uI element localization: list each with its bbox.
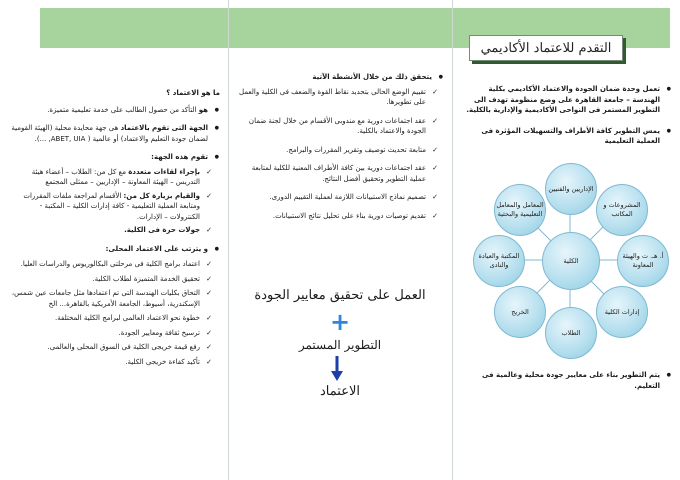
node-admin-staff: الإداريين والفنيين — [545, 163, 597, 215]
body-task-item — [8, 191, 212, 223]
benefit-item: ✓ التحاق بكليات الهندسة التى تم اعتمادها مثل جامعات عين شمس، الإسكندرية، أسيوط، الجامعة الأمريكية بالقاهرة... الخ — [8, 288, 212, 309]
benefit-item: ✓ ترسيخ ثقافة ومعايير الجودة. — [8, 328, 212, 339]
benefit-item: ✓ تحقيق الخدمة المتميزة لطلاب الكلية. — [8, 274, 212, 285]
definition-bold: هو — [198, 105, 208, 114]
left-column — [8, 88, 220, 371]
right-column — [464, 84, 672, 147]
node-faculty-departments: إدارات الكلية — [596, 286, 648, 338]
body-task-item — [8, 167, 212, 188]
middle-column — [236, 72, 444, 229]
accrediting-body-text: هى جهة محايدة محلية (الهيئة القومية لضمان جودة التعليم والاعتماد) أو عالمية ( ABET, UIA, ...). — [11, 124, 208, 143]
node-students: الطلاب — [545, 307, 597, 359]
title-box — [469, 35, 623, 61]
node-library-clinic-club: المكتبة والعيادة والنادى — [473, 235, 525, 287]
scope-paragraph: ● يمس التطوير كافة الأطراف والتسهيلات المؤثرة فى العملية التعليمية — [464, 126, 672, 147]
plus-sign: + — [329, 308, 351, 336]
standards-paragraph: ● يتم التطوير بناء على معايير جودة محلية وعالمية فى التعليم. — [464, 370, 672, 391]
activity-item: ✓ عقد اجتماعات دورية بين كافة الأطراف المعنية للكلية لمتابعة عملية التطوير وتحقيق أفضل النتائج. — [236, 163, 438, 184]
fold-line-left — [228, 0, 229, 480]
intro-paragraph: ● تعمل وحدة ضمان الجودة والاعتماد الأكاديمي بكلية الهندسة – جامعة القاهرة على وضع منظومة تهدف الى التطوير المستمر فى النواحى الأكاديمية والإدارية بالكلية. — [464, 84, 672, 116]
continuous-improvement-line: التطوير المستمر — [298, 338, 382, 352]
definition-item — [8, 105, 220, 116]
benefit-item: ✓ رفع قيمة خريجى الكلية فى السوق المحلى والعالمى. — [8, 342, 212, 353]
benefit-item: ✓ خطوة نحو الاعتماد العالمى لبرامج الكلية المختلفة. — [8, 313, 212, 324]
benefit-item: ✓ اعتماد برامج الكلية فى مرحلتى البكالوريوس والدراسات العليا. — [8, 259, 212, 270]
quality-standards-line: العمل على تحقيق معايير الجودة — [254, 288, 426, 303]
definition-text: التأكد من حصول الطالب على خدمة تعليمية متميزة. — [47, 105, 197, 114]
node-graduate: الخريج — [494, 286, 546, 338]
activity-item: ✓ تقديم توصيات دورية بناء على تحليل نتائج الاستبيانات. — [236, 211, 438, 222]
activity-item: ✓ تقييم الوضع الحالى بتحديد نقاط القوة والضعف فى الكلية والعمل على تطويرها. — [236, 87, 438, 108]
activity-item: ✓ عقد اجتماعات دورية مع مندوبى الأقسام من خلال لجنة ضمان الجودة والاعتماد بالكلية. — [236, 116, 438, 137]
accrediting-body-bold: الجهة التى تقوم بالاعتماد — [120, 124, 208, 132]
body-task-bold: بإجراء لقاءات متعددة — [128, 167, 200, 176]
node-projects-offices: المشروعات و المكاتب — [596, 184, 648, 236]
down-arrow-icon — [331, 356, 343, 382]
body-task-bold: جولات حرة فى الكلية. — [124, 226, 200, 234]
body-task-bold: والقيام بزيارة كل من: — [123, 191, 200, 200]
page-title: التقدم للاعتماد الأكاديمي — [480, 40, 612, 56]
body-task-item — [8, 225, 212, 236]
body-task-text: الأقسام لمراجعة ملفات المقررات ومتابعة العملية التعليمية - كافة إدارات الكلية – المكتبة - الكنترولات – الإدارات. — [23, 191, 200, 221]
node-labs: المعامل والمعامل التعليمية والبحثية — [494, 184, 546, 236]
benefit-item: ✓ تأكيد كفاءة خريجى الكلية. — [8, 357, 212, 368]
activity-item: ✓ تصميم نماذج الاستبيانات اللازمة لعملية التقييم الدورى. — [236, 192, 438, 203]
activity-item: ✓ متابعة تحديث توصيف وتقرير المقررات والبرامج. — [236, 145, 438, 156]
right-column-bottom — [464, 370, 672, 391]
activities-intro: ● يتحقق ذلك من خلال الأنشطة الآتية — [236, 72, 444, 83]
accrediting-body-item — [8, 123, 220, 144]
body-tasks-heading: ● تقوم هذه الجهة: — [8, 152, 220, 163]
question-what-is-accreditation: ما هو الاعتماد ؟ — [166, 89, 220, 97]
local-accreditation-heading: ● و يترتب على الاعتماد المحلى: — [8, 244, 220, 255]
node-faculty-members: أ. هـ. ت والهيئة المعاونة — [617, 235, 669, 287]
accreditation-line: الاعتماد — [320, 384, 360, 399]
node-faculty-center: الكلية — [542, 232, 600, 290]
fold-line-right — [452, 0, 453, 480]
stakeholder-diagram — [470, 160, 670, 360]
body-task-text: مع كل من: الطلاب – أعضاء هيئة التدريس – الهيئة المعاونة – الإداريين – ممثلى المجتمع — [31, 167, 200, 186]
